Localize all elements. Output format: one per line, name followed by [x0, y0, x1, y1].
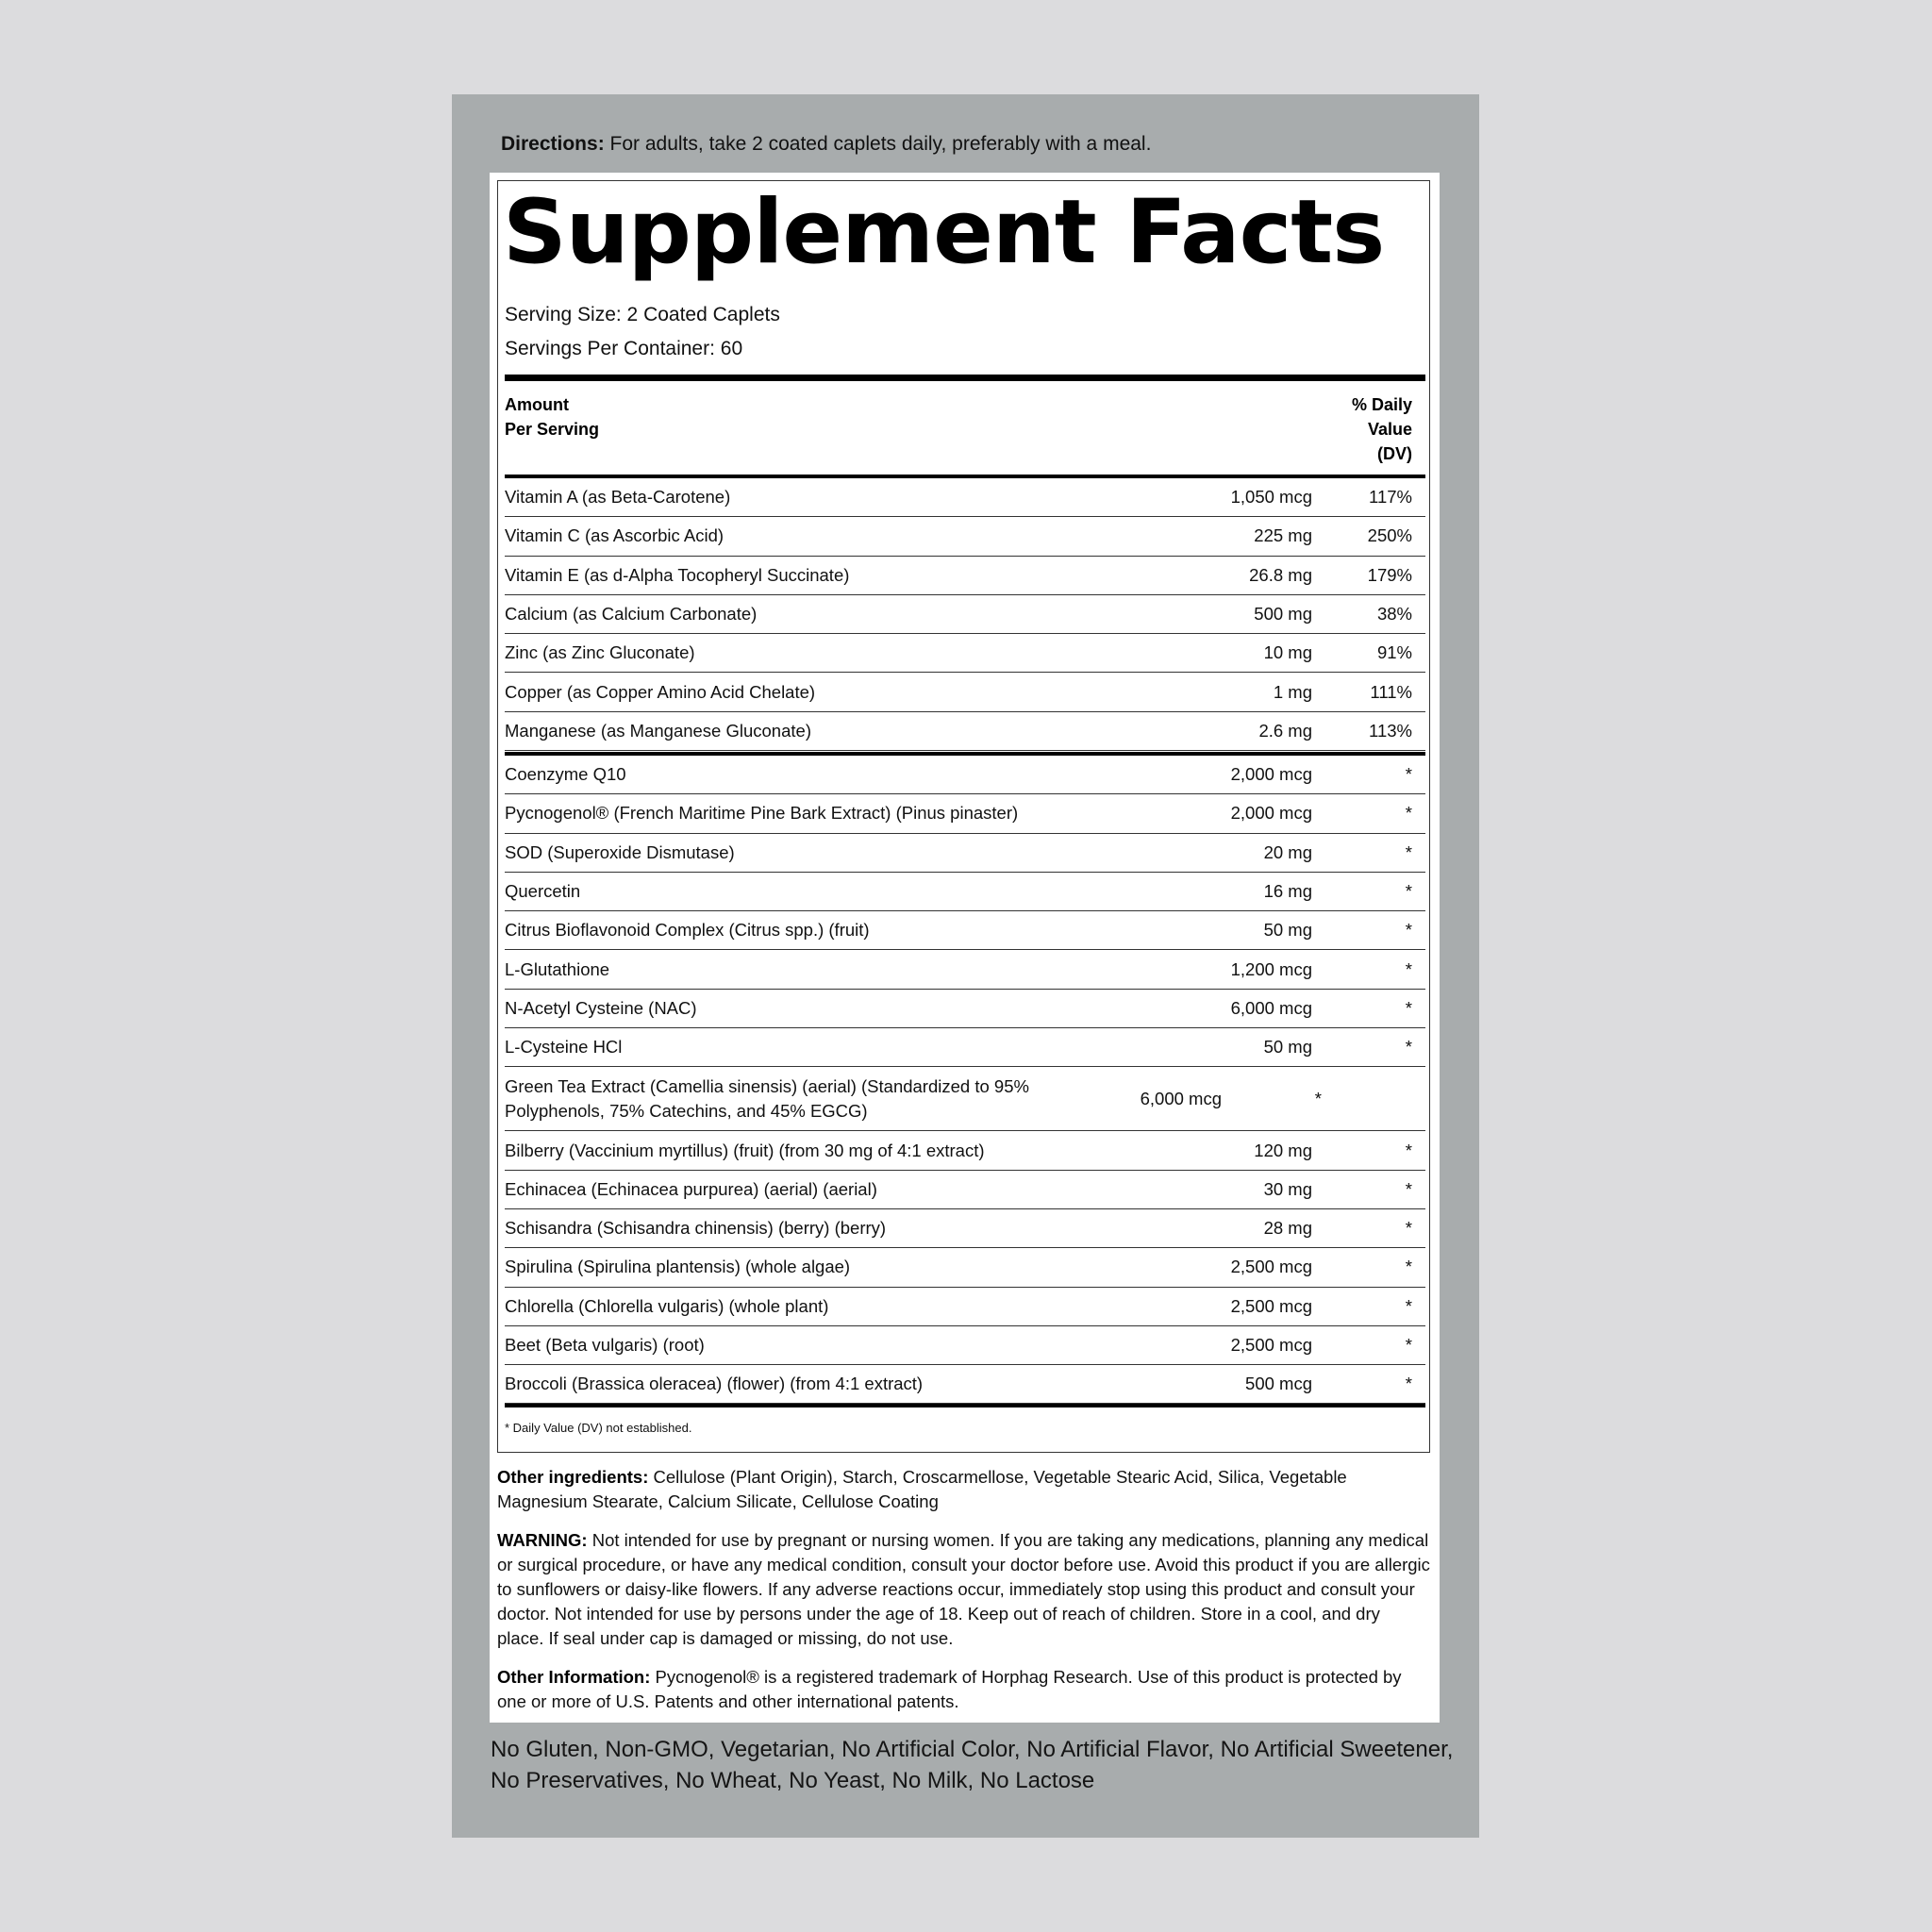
ingredient-name: L-Glutathione — [505, 958, 610, 979]
ingredient-amount: 2,500 mcg — [1230, 1257, 1312, 1277]
ingredient-daily-value: * — [1405, 1218, 1412, 1239]
other-information-text: Pycnogenol® is a registered trademark of Horphag Research. Use of this product is protected by one or more of U.S. Patents and other international patents. — [497, 1667, 1402, 1711]
directions-text: For adults, take 2 coated caplets daily, preferably with a meal. — [604, 133, 1152, 155]
other-information-label: Other Information: — [497, 1667, 651, 1687]
ingredient-name: Spirulina (Spirulina plantensis) (whole algae) — [505, 1257, 851, 1277]
ingredient-name: Vitamin C (as Ascorbic Acid) — [505, 525, 724, 546]
serving-size: Serving Size: 2 Coated Caplets — [505, 304, 780, 325]
ingredient-daily-value: * — [1405, 1037, 1412, 1058]
table-row — [505, 517, 1425, 556]
table-row — [505, 674, 1425, 712]
ingredient-name: Chlorella (Chlorella vulgaris) (whole plant) — [505, 1295, 829, 1316]
table-row — [505, 794, 1425, 833]
ingredient-daily-value: * — [1405, 1295, 1412, 1316]
ingredient-name: Pycnogenol® (French Maritime Pine Bark Extract) (Pinus pinaster) — [505, 803, 1019, 824]
ingredient-amount: 28 mg — [1263, 1218, 1312, 1239]
ingredient-daily-value: * — [1405, 1374, 1412, 1394]
dv-footnote: * Daily Value (DV) not established. — [505, 1421, 692, 1435]
ingredient-amount: 500 mcg — [1245, 1374, 1312, 1394]
dv-header-line3: (DV) — [1377, 444, 1412, 463]
ingredient-amount: 2,000 mcg — [1230, 764, 1312, 785]
ingredient-name: Echinacea (Echinacea purpurea) (aerial) (aerial) — [505, 1178, 877, 1199]
ingredient-name: L-Cysteine HCl — [505, 1037, 623, 1058]
ingredient-amount: 225 mg — [1254, 525, 1312, 546]
ingredient-name: SOD (Superoxide Dismutase) — [505, 841, 735, 862]
ingredient-name: Green Tea Extract (Camellia sinensis) (aerial) (Standardized to 95% Polyphenols, 75% Catechins, and 45% EGCG) — [505, 1075, 1029, 1121]
table-row — [505, 712, 1425, 751]
ingredient-amount: 2,500 mcg — [1230, 1335, 1312, 1356]
ingredient-name: Beet (Beta vulgaris) (root) — [505, 1335, 705, 1356]
bottom-divider — [505, 1404, 1425, 1407]
ingredient-amount: 6,000 mcg — [1230, 997, 1312, 1018]
directions — [501, 130, 1151, 158]
ingredient-daily-value: * — [1314, 1088, 1322, 1108]
ingredient-name: Vitamin E (as d-Alpha Tocopheryl Succinate) — [505, 564, 850, 585]
table-row — [505, 756, 1425, 794]
table-row — [505, 1365, 1425, 1404]
table-row — [505, 911, 1425, 950]
ingredient-name: Calcium (as Calcium Carbonate) — [505, 604, 758, 625]
ingredient-daily-value: * — [1405, 920, 1412, 941]
ingredient-amount: 16 mg — [1263, 881, 1312, 902]
ingredient-amount: 20 mg — [1263, 841, 1312, 862]
ingredient-daily-value: 250% — [1367, 525, 1412, 546]
ingredient-amount: 30 mg — [1263, 1178, 1312, 1199]
ingredient-daily-value: * — [1405, 1178, 1412, 1199]
ingredient-name: Manganese (as Manganese Gluconate) — [505, 720, 811, 741]
daily-value-header — [1302, 392, 1412, 466]
table-row — [505, 478, 1425, 517]
ingredient-daily-value: * — [1405, 1257, 1412, 1277]
warning-label: WARNING: — [497, 1530, 588, 1550]
table-row — [505, 634, 1425, 673]
table-row — [505, 1288, 1425, 1326]
ingredient-daily-value: * — [1405, 841, 1412, 862]
ingredient-amount: 10 mg — [1263, 642, 1312, 663]
free-from-statement: No Gluten, Non-GMO, Vegetarian, No Artificial Color, No Artificial Flavor, No Artificial Sweetener, No Preservatives, No Wheat, No Yeast, No Milk, No Lactose — [491, 1737, 1454, 1793]
ingredient-name: Zinc (as Zinc Gluconate) — [505, 642, 695, 663]
other-ingredients — [497, 1465, 1431, 1514]
ingredient-daily-value: * — [1405, 764, 1412, 785]
ingredient-name: Bilberry (Vaccinium myrtillus) (fruit) (from 30 mg of 4:1 extract) — [505, 1140, 985, 1160]
dv-header-line2: Value — [1367, 420, 1412, 439]
ingredient-amount: 1,050 mcg — [1230, 487, 1312, 508]
ingredient-daily-value: * — [1405, 1140, 1412, 1160]
table-row — [505, 873, 1425, 911]
servings-per-container: Servings Per Container: 60 — [505, 338, 743, 359]
table-row — [505, 557, 1425, 595]
table-row — [505, 1326, 1425, 1365]
ingredient-name: Broccoli (Brassica oleracea) (flower) (from 4:1 extract) — [505, 1374, 924, 1394]
ingredient-name: Vitamin A (as Beta-Carotene) — [505, 487, 731, 508]
ingredient-amount: 1 mg — [1273, 681, 1312, 702]
ingredient-name: Quercetin — [505, 881, 581, 902]
ingredient-amount: 2,000 mcg — [1230, 803, 1312, 824]
table-row — [505, 1171, 1425, 1209]
other-ingredients-label: Other ingredients: — [497, 1467, 649, 1487]
ingredient-amount: 2,500 mcg — [1230, 1295, 1312, 1316]
ingredient-daily-value: 91% — [1376, 642, 1412, 663]
ingredient-name: Coenzyme Q10 — [505, 764, 626, 785]
table-row — [505, 1209, 1425, 1248]
table-row — [505, 834, 1425, 873]
ingredient-name: Schisandra (Schisandra chinensis) (berry) (berry) — [505, 1218, 887, 1239]
ingredient-daily-value: * — [1405, 881, 1412, 902]
thick-divider — [505, 375, 1425, 381]
amount-header-line2: Per Serving — [505, 420, 600, 439]
table-row — [505, 951, 1425, 990]
table-row — [505, 990, 1425, 1028]
ingredient-amount: 1,200 mcg — [1230, 958, 1312, 979]
ingredient-name: N-Acetyl Cysteine (NAC) — [505, 997, 697, 1018]
ingredient-daily-value: 111% — [1370, 681, 1412, 702]
ingredient-daily-value: * — [1405, 958, 1412, 979]
ingredient-daily-value: 113% — [1369, 720, 1412, 741]
warning — [497, 1528, 1431, 1651]
ingredient-amount: 120 mg — [1254, 1140, 1312, 1160]
table-row — [505, 1028, 1425, 1067]
ingredient-daily-value: 38% — [1376, 604, 1412, 625]
ingredient-amount: 50 mg — [1263, 1037, 1312, 1058]
warning-text: Not intended for use by pregnant or nursing women. If you are taking any medications, planning any medical or surgical procedure, or have any medical condition, consult your doctor before use. Avoid this product if you are allergic to sunflowers or daisy-like flowers. If any adverse reactions occur, immediately stop using this product and consult your doctor. Not intended for use by persons under the age of 18. Keep out of reach of children. Store in a cool, and dry place. If seal under cap is damaged or missing, do not use. — [497, 1530, 1430, 1648]
other-information — [497, 1665, 1431, 1714]
ingredient-amount: 50 mg — [1263, 920, 1312, 941]
ingredient-name: Citrus Bioflavonoid Complex (Citrus spp.) (fruit) — [505, 920, 870, 941]
ingredient-amount: 2.6 mg — [1258, 720, 1312, 741]
other-ingredients-text: Cellulose (Plant Origin), Starch, Croscarmellose, Vegetable Stearic Acid, Silica, Vegetable Magnesium Stearate, Calcium Silicate, Cellulose Coating — [497, 1467, 1347, 1511]
ingredient-daily-value: 179% — [1367, 564, 1412, 585]
ingredient-daily-value: * — [1405, 803, 1412, 824]
table-row — [505, 1248, 1425, 1287]
ingredient-amount: 26.8 mg — [1249, 564, 1312, 585]
table-row — [505, 1131, 1425, 1170]
page-title: Supplement Facts — [503, 181, 1385, 284]
directions-label: Directions: — [501, 133, 605, 155]
ingredient-daily-value: * — [1405, 1335, 1412, 1356]
dv-header-line1: % Daily — [1351, 395, 1412, 414]
table-row — [505, 595, 1425, 634]
ingredient-name: Copper (as Copper Amino Acid Chelate) — [505, 681, 816, 702]
ingredient-daily-value: * — [1405, 997, 1412, 1018]
amount-header-line1: Amount — [505, 395, 569, 414]
ingredient-daily-value: 117% — [1369, 487, 1412, 508]
amount-per-serving-header — [505, 392, 599, 441]
ingredient-amount: 6,000 mcg — [1140, 1088, 1222, 1108]
ingredient-amount: 500 mg — [1254, 604, 1312, 625]
table-row — [505, 1067, 1425, 1131]
